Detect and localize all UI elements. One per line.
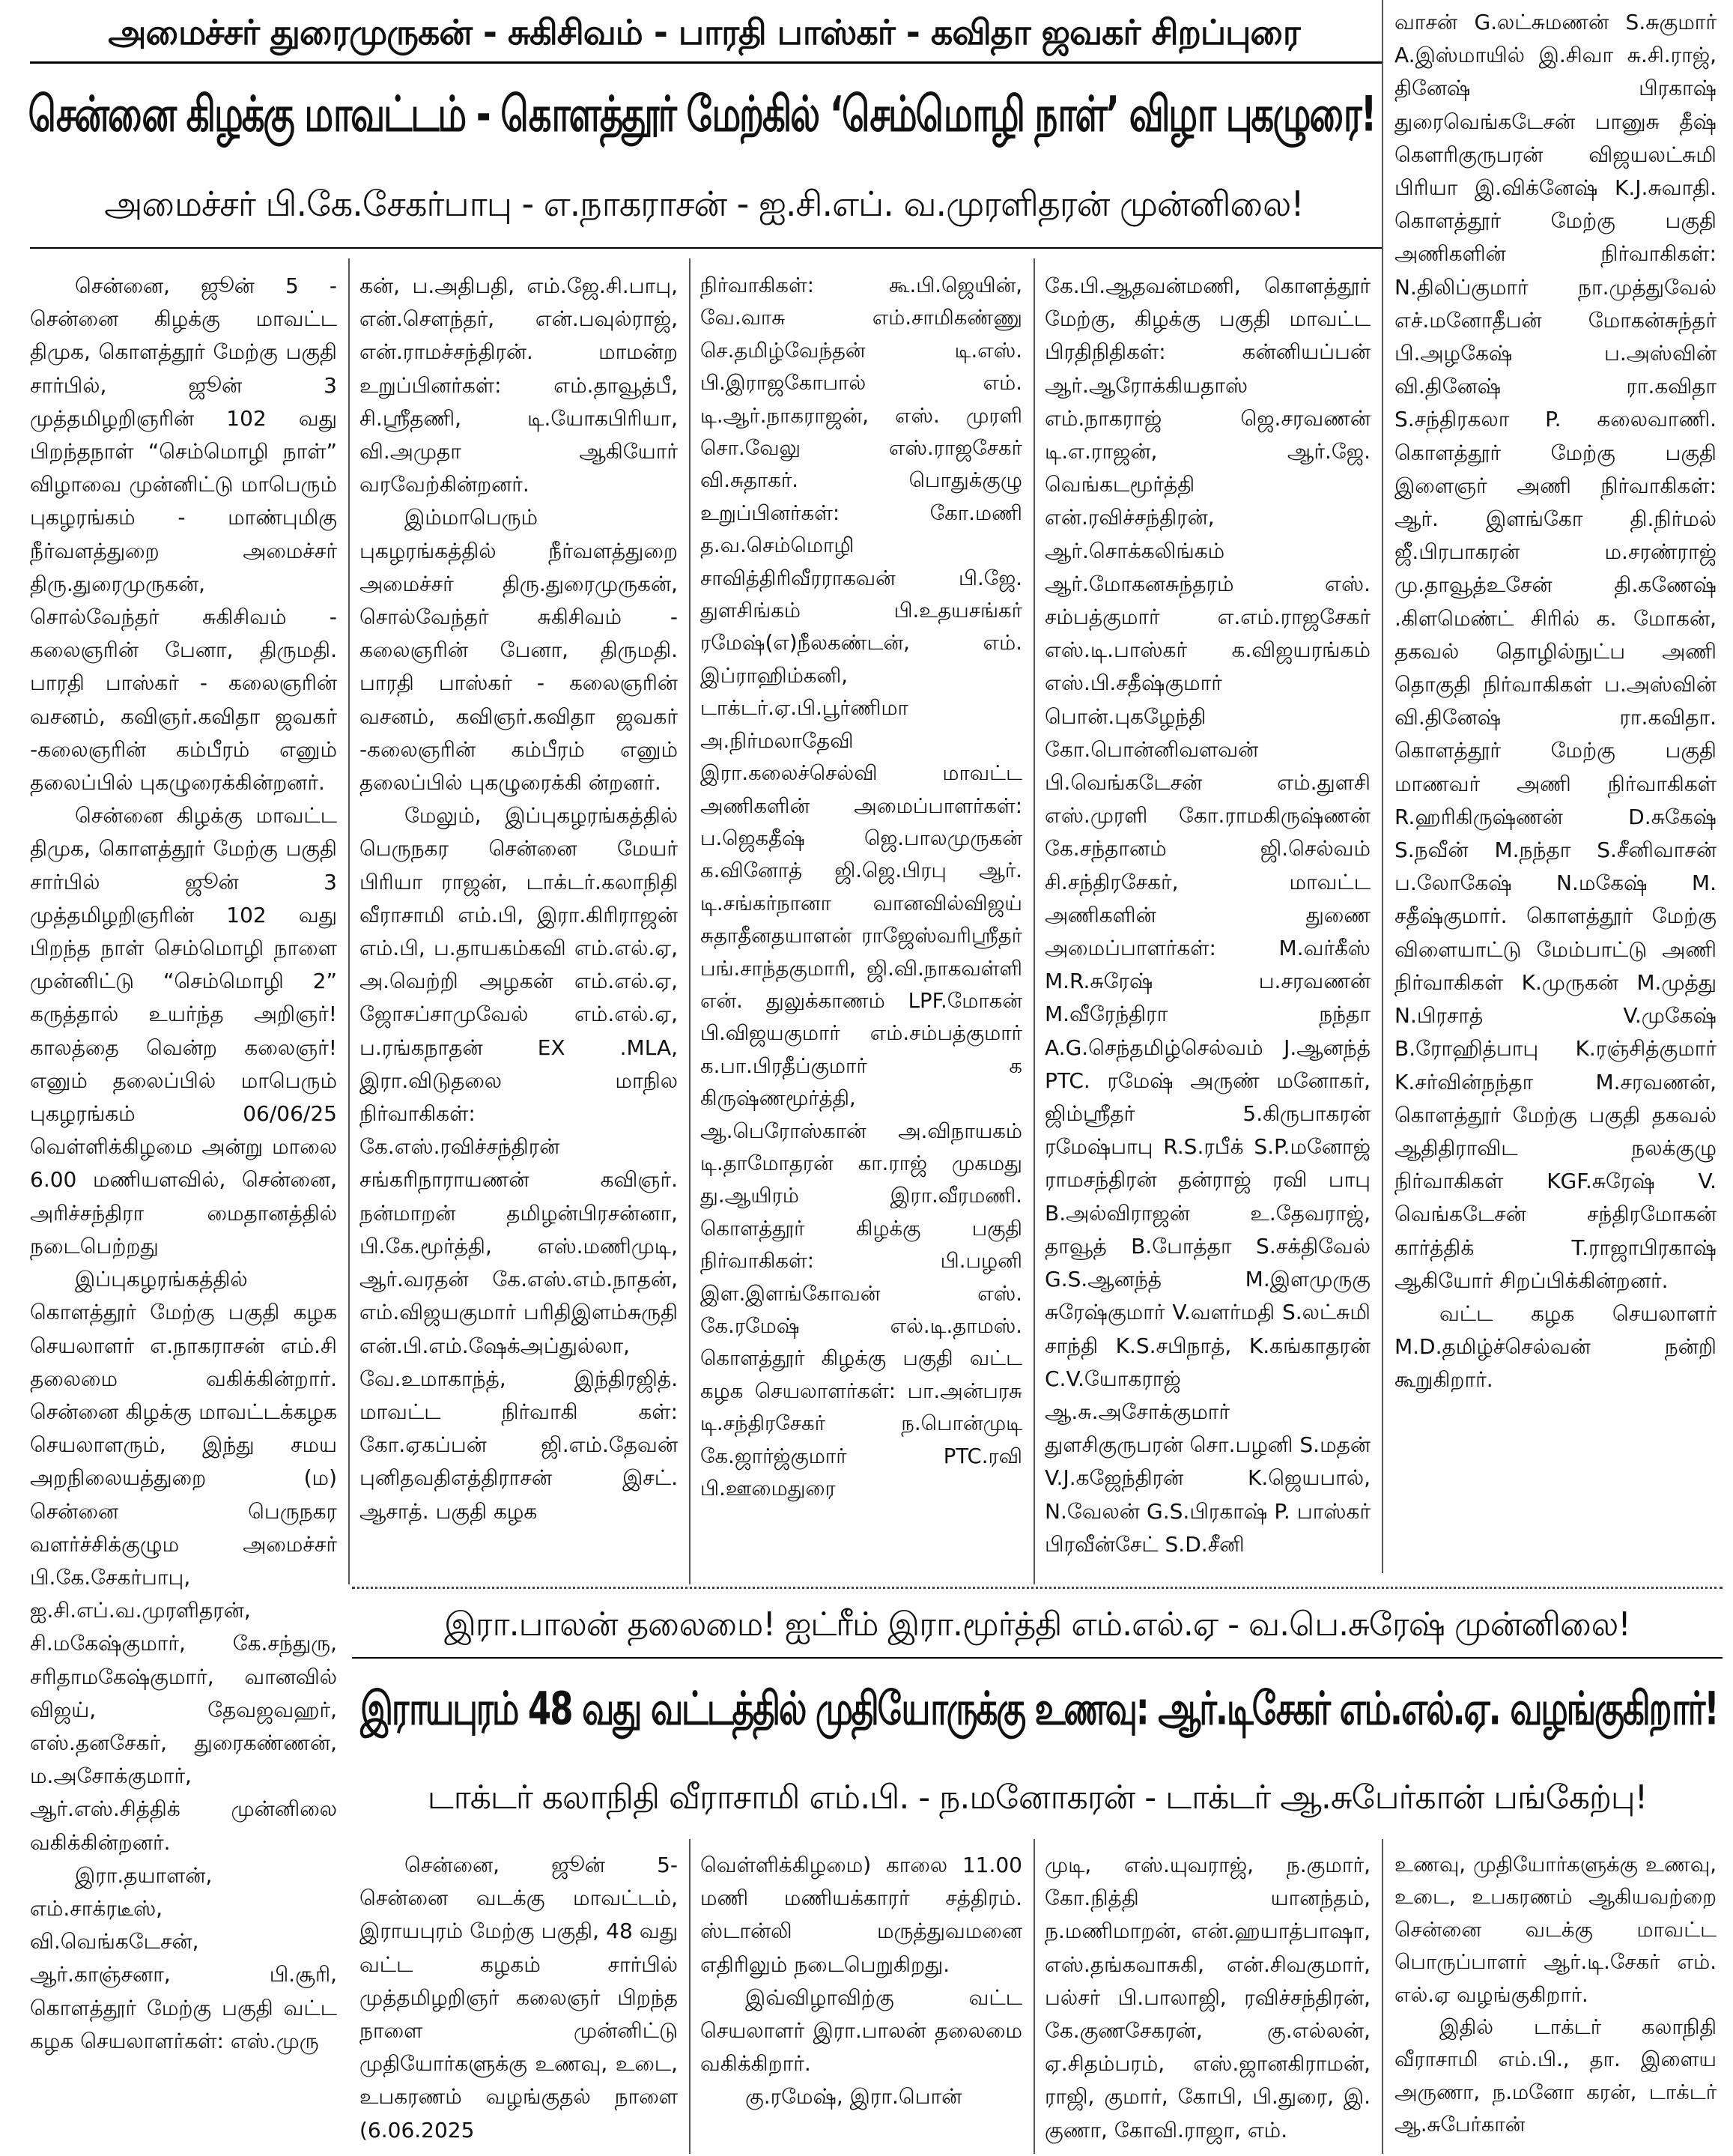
column-divider xyxy=(1034,258,1035,1584)
article1-paragraph: இப்புகழரங்கத்தில் கொளத்தூர் மேற்கு பகுதி கழக செயலாளர் எ.நாகராசன் எம்.சி தலைமை வகிக்கின்றார். சென்னை கிழக்கு மாவட்டக்கழக செயலாளரும், இந்து சமய அறநிலையத்துறை (ம) சென்னை பெருநகர வளர்ச்சிக்குழும அமைச்சர் பி.கே.சேகர்பாபு, ஐ.சி.எப்.வ.முரளிதரன், சி.மகேஷ்குமார், கே.சந்துரு, சரிதாமகேஷ்குமார், வானவில் விஜய், தேவஜவஹர், எஸ்.தனசேகர், துரைகண்ணன், ம.அசோக்குமார், ஆர்.எஸ்.சித்திக் முன்னிலை வகிக்கின்றனர். xyxy=(30,1267,337,1855)
article1-headline: சென்னை கிழக்கு மாவட்டம் - கொளத்தூர் மேற்கில் ‘செம்மொழி நாள்’ விழா புகழுரை! xyxy=(28,86,1376,143)
column-divider xyxy=(1034,1839,1035,2154)
column-divider xyxy=(348,258,350,1584)
article1-column-5 xyxy=(1394,6,1717,1579)
article2-headline: இராயபுரம் 48 வது வட்டத்தில் முதியோருக்கு உணவு: ஆர்.டிசேகர் எம்.எல்.ஏ. வழங்குகிறார்! xyxy=(360,1681,1718,1736)
article2-column-2 xyxy=(359,1849,678,2152)
article2-paragraph: முடி, எஸ்.யுவராஜ், ந.குமார், கோ.நித்தி யானந்தம், ந.மணிமாறன், என்.ஹயாத்பாஷா, எஸ்.தங்கவாசுகி, என்.சிவகுமார், பல்சர் பி.பாலாஜி, ரவிச்சந்திரன், கே.குணசேகரன், கு.எல்லன், ஏ.சிதம்பரம், எஸ்.ஜானகிராமன், ராஜி, குமார், கோபி, பி.துரை, இ. குணா, கோவி.ராஜா, எம். xyxy=(1045,1853,1371,2143)
article1-column-2 xyxy=(359,270,678,1584)
article2-paragraph: உணவு, முதியோர்களுக்கு உணவு, உடை, உபகரணம் ஆகியவற்றை சென்னை வடக்கு மாவட்ட பொருப்பாளர் ஆர்.டி.சேகர் எம். எல்.ஏ வழங்குகிறார். xyxy=(1394,1853,1717,2007)
article1-paragraph: இரா.தயாளன், எம்.சாக்ரடீஸ், வி.வெங்கடேசன், ஆர்.காஞ்சனா, பி.சூரி, கொளத்தூர் மேற்கு பகுதி வட்ட கழக செயலாளர்கள்: எஸ்.முரு xyxy=(30,1862,337,2053)
article1-paragraph: கன், ப.அதிபதி, எம்.ஜே.சி.பாபு, என்.சௌந்தர், என்.பவுல்ராஜ், என்.ராமச்சந்திரன். மாமன்ற உறுப்பினர்கள்: எம்.தாவூத்பீ, சி.ஸ்ரீதணி, டி.யோகபிரியா, வி.அமுதா ஆகியோர் வரவேற்கின்றனர். xyxy=(359,273,678,497)
column-divider xyxy=(689,1839,691,2154)
article1-subhead-rule xyxy=(30,247,1382,249)
article2-kicker: இரா.பாலன் தலைமை! ஐட்ரீம் இரா.மூர்த்தி எம்.எல்.ஏ - வ.பெ.சுரேஷ் முன்னிலை! xyxy=(444,1605,1630,1644)
article2-paragraph: கு.ரமேஷ், இரா.பொன் xyxy=(745,2084,962,2110)
article2-subhead: டாக்டர் கலாநிதி வீராசாமி எம்.பி. - ந.மனோகரன் - டாக்டர் ஆ.சுபேர்கான் பங்கேற்பு! xyxy=(427,1778,1648,1817)
article2-paragraph: இவ்விழாவிற்கு வட்ட செயலாளர் இரா.பாலன் தலைமை வகிக்கிறார். xyxy=(700,1984,1022,2077)
article1-column-4 xyxy=(1045,270,1371,1584)
article2-paragraph: வெள்ளிக்கிழமை) காலை 11.00 மணி மணியக்காரர் சத்திரம். ஸ்டான்லி மருத்துவமனை எதிரிலும் நடைபெறுகிறது. xyxy=(700,1853,1022,1977)
article2-paragraph: இதில் டாக்டர் கலாநிதி வீராசாமி எம்.பி., தா. இளைய அருணா, ந.மனோ கரன், டாக்டர் ஆ.சுபேர்கான் xyxy=(1394,2015,1717,2137)
article1-paragraph: நிர்வாகிகள்: கூ.பி.ஜெயின், வே.வாசு எம்.சாமிகண்ணு செ.தமிழ்வேந்தன் டி.எஸ். பி.இராஜகோபால் எம். டி.ஆர்.நாகராஜன், எஸ். முரளி சொ.வேலு எஸ்.ராஜசேகர் வி.சுதாகர். பொதுக்குழு உறுப்பினர்கள்: கோ.மணி த.வ.செம்மொழி சாவித்திரிவீரராகவன் பி.ஜே. துளசிங்கம் பி.உதயசங்கர் ரமேஷ்(எ)நீலகண்டன், எம். இப்ராஹிம்கனி, டாக்டர்.ஏ.பி.பூர்ணிமா அ.நிர்மலாதேவி இரா.கலைச்செல்வி மாவட்ட அணிகளின் அமைப்பாளர்கள்: ப.ஜெகதீஷ் ஜெ.பாலமுருகன் க.வினோத் ஜி.ஜெ.பிரபு ஆர். டி.சங்கர்நானா வானவில்விஜய் சுதாதீனதயாளன் ராஜேஸ்வரிஸ்ரீதர் பங்.சாந்தகுமாரி, ஜி.வி.நாகவள்ளி என். துலுக்காணம் LPF.மோகன் பி.விஜயகுமார் எம்.சம்பத்குமார் க.பா.பிரதீப்குமார் க கிருஷ்ணமூர்த்தி, ஆ.பெரோஸ்கான் அ.விநாயகம் டி.தாமோதரன் கா.ராஜ் முகமது து.ஆயிரம் இரா.வீரமணி. கொளத்தூர் கிழக்கு பகுதி நிர்வாகிகள்: பி.பழனி இள.இளங்கோவன் எஸ். கே.ரமேஷ் எல்.டி.தாமஸ். கொளத்தூர் கிழக்கு பகுதி வட்ட கழக செயலாளர்கள்: பா.அன்பரசு டி.சந்திரசேகர் ந.பொன்முடி கே.ஜார்ஜ்குமார் PTC.ரவி பி.ஊமைதுரை xyxy=(700,273,1022,1501)
column-divider xyxy=(1382,1839,1383,2154)
article2-column-3 xyxy=(700,1849,1022,2152)
article1-paragraph: வட்ட கழக செயலாளர் M.D.தமிழ்ச்செல்வன் நன்றி கூறுகிறார். xyxy=(1394,1300,1717,1393)
article1-kicker: அமைச்சர் துரைமுருகன் - சுகிசிவம் - பாரதி பாஸ்கர் - கவிதா ஜவகர் சிறப்புரை xyxy=(108,12,1300,52)
article1-column-1 xyxy=(30,270,337,2135)
article2-column-4 xyxy=(1045,1849,1371,2152)
article1-column-3 xyxy=(700,270,1022,1584)
article-separator xyxy=(352,1587,1723,1589)
column-divider xyxy=(689,258,691,1584)
column-divider xyxy=(1382,0,1383,1573)
article1-paragraph: கே.பி.ஆதவன்மணி, கொளத்தூர் மேற்கு, கிழக்கு பகுதி மாவட்ட பிரதிநிதிகள்: கன்னியப்பன் ஆர்.ஆரோக்கியதாஸ் எம்.நாகராஜ் ஜெ.சரவணன் டி.எ.ராஜன், ஆர்.ஜே. வெங்கடமூர்த்தி என்.ரவிச்சந்திரன், ஆர்.சொக்கலிங்கம் ஆர்.மோகனசுந்தரம் எஸ். சம்பத்குமார் எ.எம்.ராஜசேகர் எஸ்.டி.பாஸ்கர் க.விஜயரங்கம் எஸ்.பி.சதீஷ்குமார் பொன்.புகழேந்தி கோ.பொன்னிவளவன் பி.வெங்கடேசன் எம்.துளசி எஸ்.முரளி கோ.ராமகிருஷ்ணன் கே.சந்தானம் ஜி.செல்வம் சி.சந்திரசேகர், மாவட்ட அணிகளின் துணை அமைப்பாளர்கள்: M.வர்கீஸ் M.R.சுரேஷ் ப.சரவணன் M.வீரேந்திரா நந்தா A.G.செந்தமிழ்செல்வம் J.ஆனந்த் PTC. ரமேஷ் அருண் மனோகர், ஜிம்ஸ்ரீதர் 5.கிருபாகரன் ரமேஷ்பாபு R.S.ரபீக் S.P.மனோஜ் ராமசந்திரன் தன்ராஜ் ரவி பாபு B.அல்விராஜன் உ.தேவராஜ், தாவூத் B.போத்தா S.சக்திவேல் G.S.ஆனந்த் M.இளமுருகு சுரேஷ்குமார் V.வளர்மதி S.லட்சுமி சாந்தி K.S.சபிநாத், K.கங்காதரன் C.V.யோகராஜ் ஆ.சு.அசோக்குமார் துளசிகுருபரன் சொ.பழனி S.மதன் V.J.கஜேந்திரன் K.ஜெயபால், N.வேலன் G.S.பிரகாஷ் P. பாஸ்கர் பிரவீன்சேட் S.D.சீனி xyxy=(1045,273,1371,1557)
article2-paragraph: சென்னை, ஜூன் 5- சென்னை வடக்கு மாவட்டம், இராயபுரம் மேற்கு பகுதி, 48 வது வட்ட கழகம் சார்பில் முத்தமிழறிஞர் கலைஞர் பிறந்த நாளை முன்னிட்டு முதியோர்களுக்கு உணவு, உடை, உபகரணம் வழங்குதல் நாளை (6.06.2025 xyxy=(359,1853,678,2143)
article1-paragraph: சென்னை, ஜூன் 5 - சென்னை கிழக்கு மாவட்ட திமுக, கொளத்தூர் மேற்கு பகுதி சார்பில், ஜூன் 3 முத்தமிழறிஞரின் 102 வது பிறந்தநாள் “செம்மொழி நாள்” விழாவை முன்னிட்டு மாபெரும் புகழரங்கம் - மாண்புமிகு நீர்வளத்துறை அமைச்சர் திரு.துரைமுருகன், சொல்வேந்தர் சுகிசிவம் - கலைஞரின் பேனா, திருமதி. பாரதி பாஸ்கர் - கலைஞரின் வசனம், கவிஞர்.கவிதா ஜவகர் -கலைஞரின் கம்பீரம் எனும் தலைப்பில் புகழுரைக்கின்றனர். xyxy=(30,273,337,796)
article2-column-5 xyxy=(1394,1849,1717,2152)
article1-paragraph: வாசன் G.லட்சுமணன் S.சுகுமார் A.இஸ்மாயில் இ.சிவா சு.சி.ராஜ், தினேஷ் பிரகாஷ் துரைவெங்கடேசன் பானுசு தீஷ் கௌரிகுருபரன் விஜயலட்சுமி பிரியா இ.விக்னேஷ் K.J.சுவாதி. கொளத்தூர் மேற்கு பகுதி அணிகளின் நிர்வாகிகள்: N.திலிப்குமார் நா.முத்துவேல் எச்.மனோதீபன் மோகன்சுந்தர் பி.அழகேஷ் ப.அஸ்வின் வி.தினேஷ் ரா.கவிதா S.சந்திரகலா P. கலைவாணி. கொளத்தூர் மேற்கு பகுதி இளைஞர் அணி நிர்வாகிகள்: ஆர். இளங்கோ தி.நிர்மல் ஜீ.பிரபாகரன் ம.சரண்ராஜ் மு.தாவூத்உசேன் தி.கணேஷ் .கிளமெண்ட் சிரில் க. மோகன், தகவல் தொழில்நுட்ப அணி தொகுதி நிர்வாகிகள் ப.அஸ்வின் வி.தினேஷ் ரா.கவிதா. கொளத்தூர் மேற்கு பகுதி மாணவர் அணி நிர்வாகிகள் R.ஹரிகிருஷ்ணன் D.சுகேஷ் S.நவீன் M.நந்தா S.சீனிவாசன் ப.லோகேஷ் N.மகேஷ் M. சதீஷ்குமார். கொளத்தூர் மேற்கு விளையாட்டு மேம்பாட்டு அணி நிர்வாகிகள் K.முருகன் M.முத்து N.பிரசாத் V.முகேஷ் B.ரோஹித்பாபு K.ரஞ்சித்குமார் K.சர்வின்நந்தா M.சரவணன், கொளத்தூர் மேற்கு பகுதி தகவல் ஆதிதிராவிட நலக்குழு நிர்வாகிகள் KGF.சுரேஷ் V. வெங்கடேசன் சந்திரமோகன் கார்த்திக் T.ராஜாபிரகாஷ் ஆகியோர் சிறப்பிக்கின்றனர். xyxy=(1394,10,1717,1293)
article1-paragraph: மேலும், இப்புகழரங்கத்தில் பெருநகர சென்னை மேயர் பிரியா ராஜன், டாக்டர்.கலாநிதி வீராசாமி எம்.பி, இரா.கிரிராஜன் எம்.பி, ப.தாயகம்கவி எம்.எல்.ஏ, அ.வெற்றி அழகன் எம்.எல்.ஏ, ஜோசப்சாமுவேல் எம்.எல்.ஏ, ப.ரங்கநாதன் EX .MLA, இரா.விடுதலை மாநில நிர்வாகிகள்: கே.எஸ்.ரவிச்சந்திரன் சங்கரிநாராயணன் கவிஞர். நன்மாறன் தமிழன்பிரசன்னா, பி.கே.மூர்த்தி, எஸ்.மணிமுடி, ஆர்.வரதன் கே.எஸ்.எம்.நாதன், எம்.விஜயகுமார் பரிதிஇளம்சுருதி என்.பி.எம்.ஷேக்அப்துல்லா, வே.உமாகாந்த், இந்திரஜித். மாவட்ட நிர்வாகி கள்: கோ.ஏகப்பன் ஜி.எம்.தேவன் புனிதவதிஎத்திராசன் இசட். ஆசாத். பகுதி கழக xyxy=(359,803,678,1524)
article1-subhead: அமைச்சர் பி.கே.சேகர்பாபு - எ.நாகராசன் - ஐ.சி.எப். வ.முரளிதரன் முன்னிலை! xyxy=(104,184,1304,224)
article1-paragraph: இம்மாபெரும் புகழரங்கத்தில் நீர்வளத்துறை அமைச்சர் திரு.துரைமுருகன், சொல்வேந்தர் சுகிசிவம் - கலைஞரின் பேனா, திருமதி. பாரதி பாஸ்கர் - கலைஞரின் வசனம், கவிஞர்.கவிதா ஜவகர் -கலைஞரின் கம்பீரம் எனும் தலைப்பில் புகழுரைக்கி ன்றனர். xyxy=(359,505,678,796)
article1-paragraph: சென்னை கிழக்கு மாவட்ட திமுக, கொளத்தூர் மேற்கு பகுதி சார்பில் ஜூன் 3 முத்தமிழறிஞரின் 102 வது பிறந்த நாள் செம்மொழி நாளை முன்னிட்டு “செம்மொழி 2” கருத்தால் உயர்ந்த அறிஞர்! காலத்தை வென்ற கலைஞர்! எனும் தலைப்பில் மாபெரும் புகழரங்கம் 06/06/25 வெள்ளிக்கிழமை அன்று மாலை 6.00 மணியளவில், சென்னை, அரிச்சந்திரா மைதானத்தில் நடைபெற்றது xyxy=(30,803,337,1259)
